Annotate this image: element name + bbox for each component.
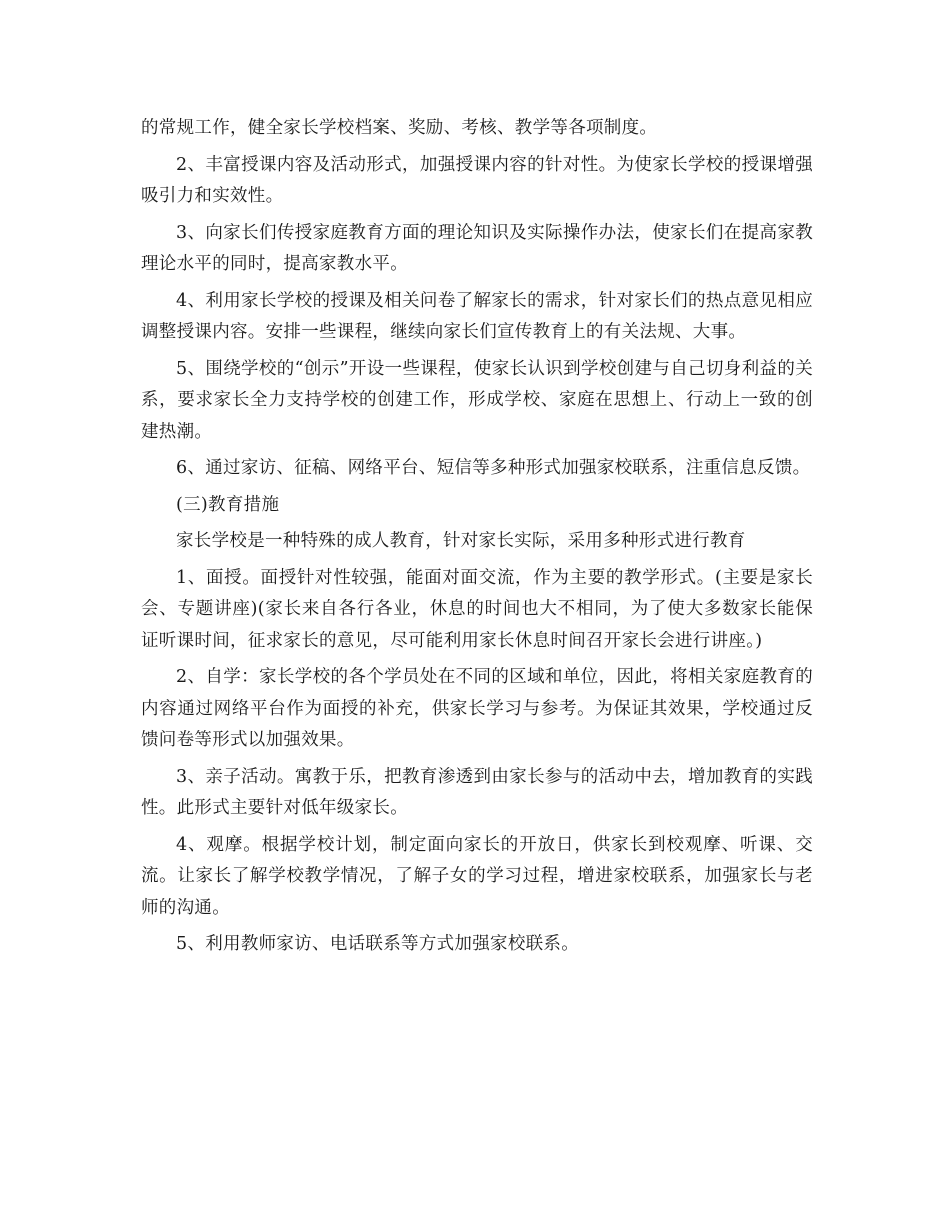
document-body bbox=[141, 113, 813, 966]
paragraph-item-5: 5、围绕学校的“创示”开设一些课程，使家长认识到学校创建与自己切身利益的关系，要求家长全力支持学校的创建工作，形成学校、家庭在思想上、行动上一致的创建热潮。 bbox=[141, 358, 813, 442]
measure-item-5: 5、利用教师家访、电话联系等方式加强家校联系。 bbox=[176, 934, 580, 954]
measure-item-4: 4、观摩。根据学校计划，制定面向家长的开放日，供家长到校观摩、听课、交流。让家长了解学校教学情况，了解子女的学习过程，增进家校联系，加强家长与老师的沟通。 bbox=[141, 834, 813, 918]
section-intro: 家长学校是一种特殊的成人教育，针对家长实际，采用多种形式进行教育 bbox=[176, 531, 746, 551]
measure-item-1: 1、面授。面授针对性较强，能面对面交流，作为主要的教学形式。(主要是家长会、专题讲座)(家长来自各行各业，休息的时间也大不相同，为了使大多数家长能保证听课时间，征求家长的意见，尽可能利用家长休息时间召开家长会进行讲座。) bbox=[141, 567, 813, 651]
paragraph-item-6: 6、通过家访、征稿、网络平台、短信等多种形式加强家校联系，注重信息反馈。 bbox=[176, 458, 811, 478]
paragraph-continuation: 的常规工作，健全家长学校档案、奖励、考核、教学等各项制度。 bbox=[141, 118, 658, 138]
section-heading: (三)教育措施 bbox=[176, 494, 280, 515]
paragraph-item-3: 3、向家长们传授家庭教育方面的理论知识及实际操作办法，使家长们在提高家教理论水平的同时，提高家教水平。 bbox=[141, 222, 813, 274]
measure-item-2: 2、自学：家长学校的各个学员处在不同的区域和单位，因此，将相关家庭教育的内容通过网络平台作为面授的补充，供家长学习与参考。为保证其效果，学校通过反馈问卷等形式以加强效果。 bbox=[141, 667, 813, 750]
paragraph-item-2: 2、丰富授课内容及活动形式，加强授课内容的针对性。为使家长学校的授课增强吸引力和实效性。 bbox=[141, 154, 813, 206]
paragraph-item-4: 4、利用家长学校的授课及相关问卷了解家长的需求，针对家长们的热点意见相应调整授课内容。安排一些课程，继续向家长们宣传教育上的有关法规、大事。 bbox=[141, 290, 813, 342]
measure-item-3: 3、亲子活动。寓教于乐，把教育渗透到由家长参与的活动中去，增加教育的实践性。此形式主要针对低年级家长。 bbox=[141, 766, 813, 818]
